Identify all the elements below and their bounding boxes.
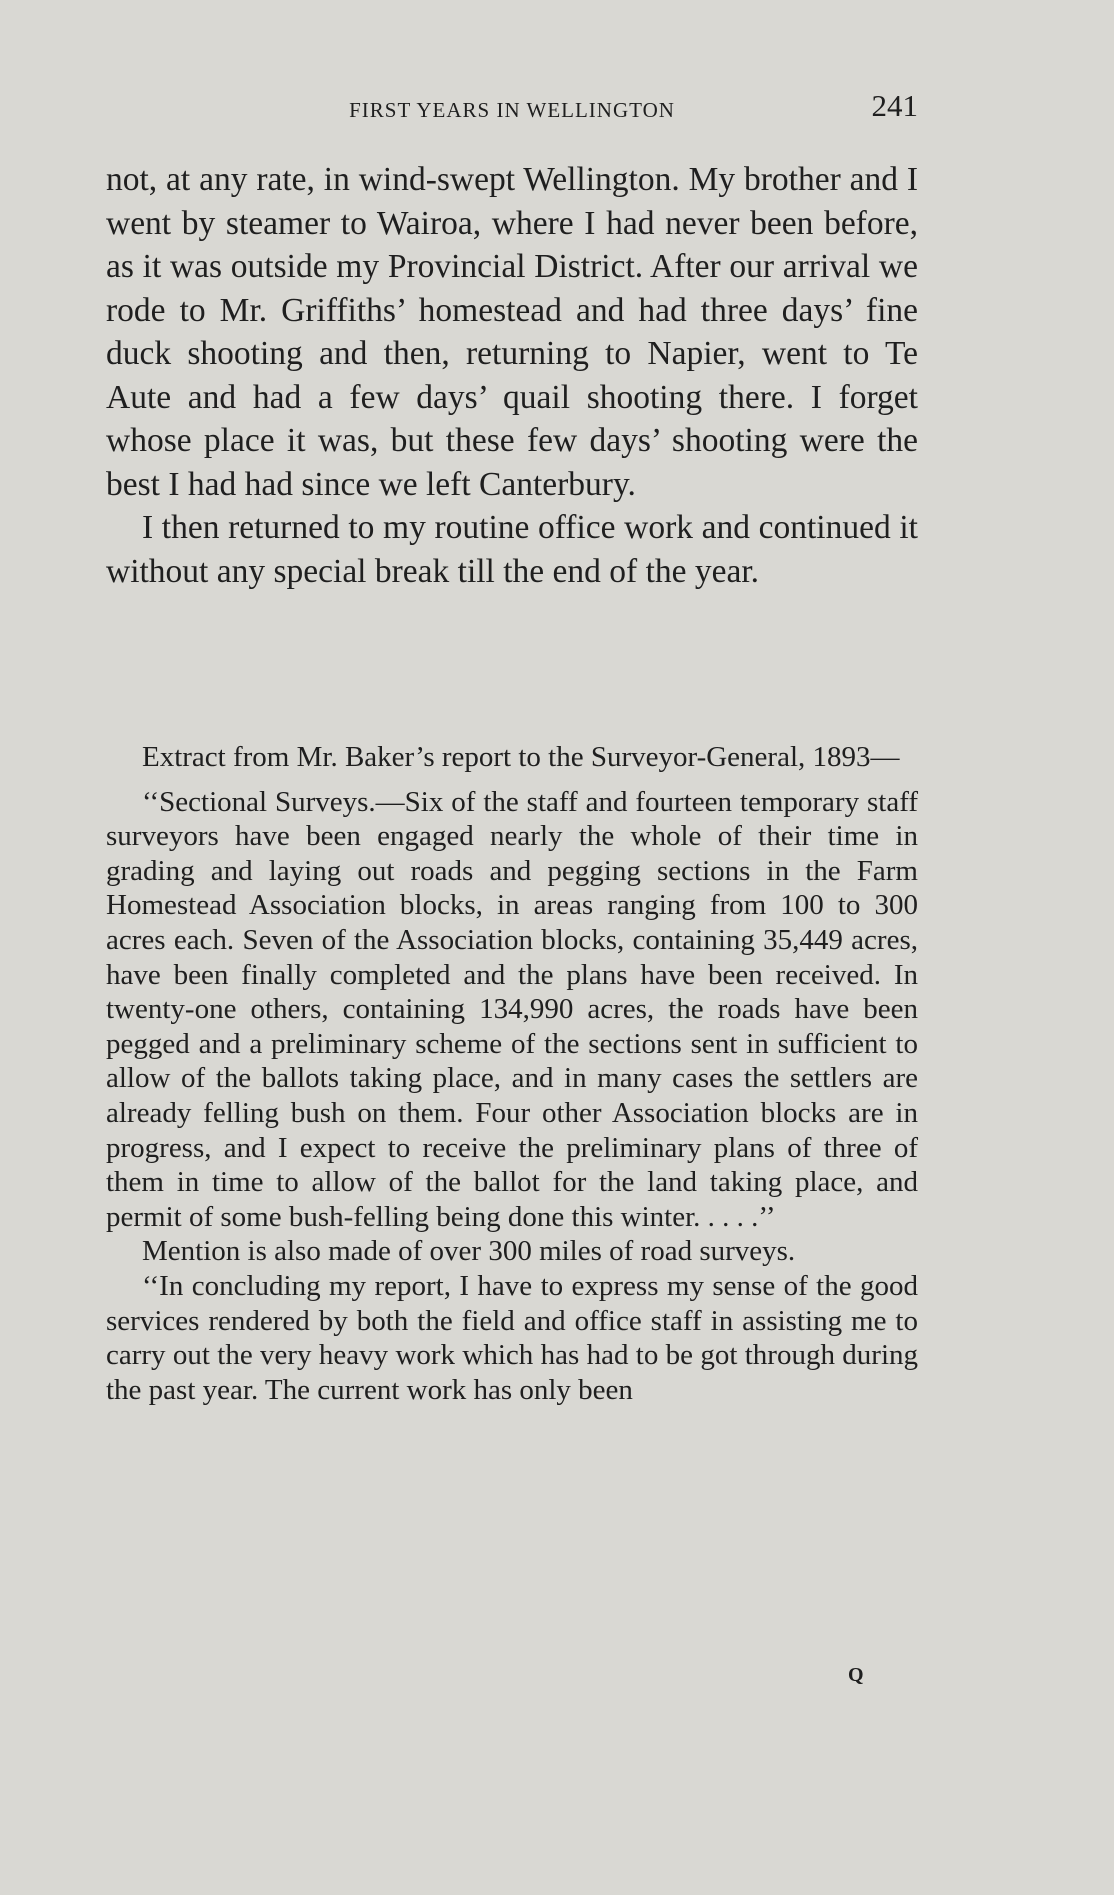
main-text (106, 158, 918, 593)
report-extract (106, 740, 918, 1407)
extract-paragraph: ‘‘In concluding my report, I have to express my sense of the good services rendered by both the field and office staff in assisting me to carry out the very heavy work which has had to be got through during the past year. The current work has only been (106, 1269, 918, 1406)
running-head (106, 88, 918, 128)
extract-paragraph: ‘‘Sectional Surveys.—Six of the staff and fourteen temporary staff surveyors have been engaged nearly the whole of their time in grading and laying out roads and pegging sections in the Farm Homestead Association blocks, in areas ranging from 100 to 300 acres each. Seven of the Association blocks, containing 35,449 acres, have been finally completed and the plans have been received. In twenty-one others, containing 134,990 acres, the roads have been pegged and a preliminary scheme of the sections sent in sufficient to allow of the ballots taking place, and in many cases the settlers are already felling bush on them. Four other Association blocks are in progress, and I expect to receive the preliminary plans of three of them in time to allow of the ballot for the land taking place, and permit of some bush-felling being done this winter. . . . .’’ (106, 785, 918, 1233)
paragraph: I then returned to my routine office work and continued it without any special break till the end of the year. (106, 509, 918, 590)
page-number: 241 (871, 88, 918, 123)
extract-paragraph: Mention is also made of over 300 miles of road surveys. (142, 1235, 796, 1268)
signature-mark: Q (848, 1664, 864, 1686)
paragraph: not, at any rate, in wind-swept Wellington. My brother and I went by steamer to Wairoa, where I had never been before, as it was outside my Provincial District. After our arrival we rode to Mr. Griffiths’ homestead and had three days’ fine duck shooting and then, returning to Napier, went to Te Aute and had a few days’ quail shooting there. I forget whose place it was, but these few days’ shooting were the best I had had since we left Canterbury. (106, 161, 918, 503)
extract-intro: Extract from Mr. Baker’s report to the Surveyor-General, 1893— (142, 741, 900, 773)
running-title: FIRST YEARS IN WELLINGTON (349, 98, 675, 122)
